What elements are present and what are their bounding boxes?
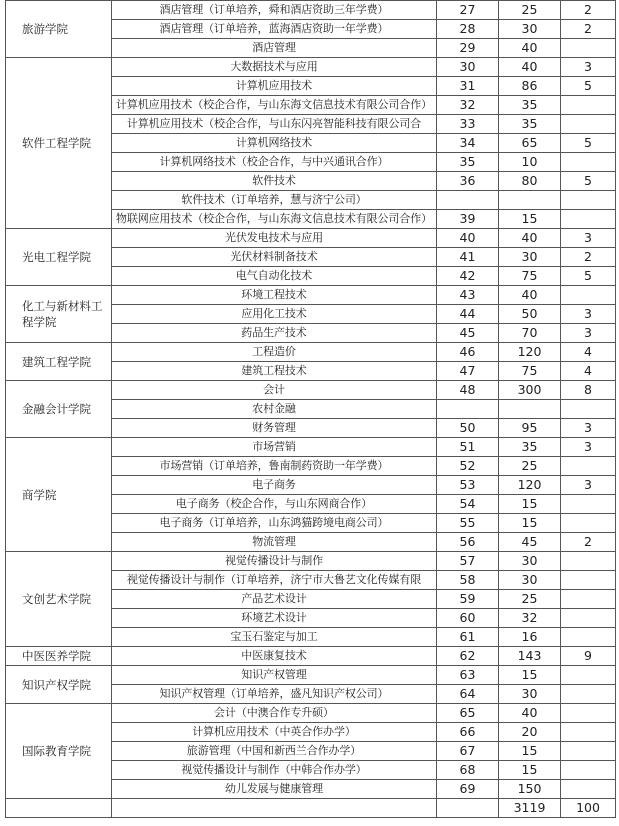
major-name: 酒店管理（订单培养，蓝海酒店资助一年学费）: [112, 20, 437, 39]
table-row: [6, 343, 616, 362]
extra-count: [561, 210, 616, 229]
major-name: 物流管理: [112, 533, 437, 552]
major-code: 65: [437, 704, 499, 723]
plan-count: 40: [499, 229, 561, 248]
plan-count: 143: [499, 647, 561, 666]
major-code: 51: [437, 438, 499, 457]
extra-count: 2: [561, 1, 616, 20]
college-name: 建筑工程学院: [6, 343, 112, 381]
extra-count: 5: [561, 172, 616, 191]
plan-count: 15: [499, 210, 561, 229]
major-name: 会计: [112, 381, 437, 400]
major-name: 电子商务（订单培养，山东鸿猫跨境电商公司）: [112, 514, 437, 533]
plan-count: 95: [499, 419, 561, 438]
major-code: 58: [437, 571, 499, 590]
plan-count: 40: [499, 58, 561, 77]
major-code: 55: [437, 514, 499, 533]
extra-count: [561, 457, 616, 476]
extra-count: 8: [561, 381, 616, 400]
major-code: 68: [437, 761, 499, 780]
college-name: 光电工程学院: [6, 229, 112, 286]
plan-count: [499, 400, 561, 419]
extra-count: 2: [561, 533, 616, 552]
major-name: 应用化工技术: [112, 305, 437, 324]
extra-count: 5: [561, 267, 616, 286]
major-name: 财务管理: [112, 419, 437, 438]
major-code: 67: [437, 742, 499, 761]
major-code: 36: [437, 172, 499, 191]
plan-count: 300: [499, 381, 561, 400]
major-code: 41: [437, 248, 499, 267]
plan-count: 25: [499, 590, 561, 609]
extra-count: 2: [561, 248, 616, 267]
plan-count: 20: [499, 723, 561, 742]
major-name: 市场营销（订单培养，鲁南制药资助一年学费）: [112, 457, 437, 476]
major-name: 软件技术（订单培养，慧与济宁公司）: [112, 191, 437, 210]
table-body: [6, 1, 616, 818]
major-code: 59: [437, 590, 499, 609]
major-name: 计算机网络技术: [112, 134, 437, 153]
major-name: 物联网应用技术（校企合作，与山东海文信息技术有限公司合作）: [112, 210, 437, 229]
table-row: [6, 1, 616, 20]
plan-count: 86: [499, 77, 561, 96]
total-plan: 3119: [499, 799, 561, 818]
extra-count: [561, 761, 616, 780]
major-code: 62: [437, 647, 499, 666]
extra-count: [561, 39, 616, 58]
plan-count: 32: [499, 609, 561, 628]
major-code: 56: [437, 533, 499, 552]
major-code: 47: [437, 362, 499, 381]
major-code: 40: [437, 229, 499, 248]
extra-count: 4: [561, 362, 616, 381]
major-code: [437, 400, 499, 419]
plan-count: 15: [499, 742, 561, 761]
major-name: 光伏发电技术与应用: [112, 229, 437, 248]
major-name: 光伏材料制备技术: [112, 248, 437, 267]
major-code: 35: [437, 153, 499, 172]
major-name: 建筑工程技术: [112, 362, 437, 381]
plan-count: 35: [499, 96, 561, 115]
plan-count: 150: [499, 780, 561, 799]
major-code: 42: [437, 267, 499, 286]
extra-count: [561, 723, 616, 742]
plan-count: 30: [499, 248, 561, 267]
major-name: 软件技术: [112, 172, 437, 191]
extra-count: [561, 514, 616, 533]
major-code: 44: [437, 305, 499, 324]
total-code: [437, 799, 499, 818]
college-name: 国际教育学院: [6, 704, 112, 799]
extra-count: [561, 780, 616, 799]
major-name: 幼儿发展与健康管理: [112, 780, 437, 799]
plan-count: 25: [499, 457, 561, 476]
total-label: [6, 799, 112, 818]
plan-count: 15: [499, 495, 561, 514]
major-name: 宝玉石鉴定与加工: [112, 628, 437, 647]
table-row: [6, 647, 616, 666]
major-code: 34: [437, 134, 499, 153]
extra-count: 4: [561, 343, 616, 362]
plan-count: 15: [499, 666, 561, 685]
major-code: 66: [437, 723, 499, 742]
extra-count: [561, 685, 616, 704]
major-code: 32: [437, 96, 499, 115]
major-code: 64: [437, 685, 499, 704]
table-row: [6, 58, 616, 77]
plan-count: 75: [499, 362, 561, 381]
extra-count: [561, 609, 616, 628]
plan-count: 30: [499, 571, 561, 590]
college-name: 旅游学院: [6, 1, 112, 58]
major-code: 52: [437, 457, 499, 476]
major-name: 视觉传播设计与制作（中韩合作办学）: [112, 761, 437, 780]
total-extra: 100: [561, 799, 616, 818]
college-name: 中医医养学院: [6, 647, 112, 666]
table-row: [6, 552, 616, 571]
major-code: 31: [437, 77, 499, 96]
major-name: 市场营销: [112, 438, 437, 457]
major-code: 45: [437, 324, 499, 343]
major-name: 产品艺术设计: [112, 590, 437, 609]
major-code: 39: [437, 210, 499, 229]
extra-count: [561, 96, 616, 115]
table-row: [6, 286, 616, 305]
plan-count: 75: [499, 267, 561, 286]
college-name: 化工与新材料工程学院: [6, 286, 112, 343]
plan-count: 40: [499, 39, 561, 58]
plan-count: 15: [499, 514, 561, 533]
major-name: 工程造价: [112, 343, 437, 362]
plan-count: 45: [499, 533, 561, 552]
plan-count: [499, 191, 561, 210]
major-name: 知识产权管理（订单培养，盛凡知识产权公司）: [112, 685, 437, 704]
major-name: 计算机应用技术: [112, 77, 437, 96]
major-name: 大数据技术与应用: [112, 58, 437, 77]
college-name: 金融会计学院: [6, 381, 112, 438]
extra-count: [561, 628, 616, 647]
extra-count: 2: [561, 20, 616, 39]
plan-count: 30: [499, 20, 561, 39]
plan-count: 70: [499, 324, 561, 343]
major-code: [437, 191, 499, 210]
table-row: [6, 381, 616, 400]
plan-count: 25: [499, 1, 561, 20]
major-code: 53: [437, 476, 499, 495]
plan-count: 50: [499, 305, 561, 324]
table-row: [6, 438, 616, 457]
college-name: 商学院: [6, 438, 112, 552]
major-code: 28: [437, 20, 499, 39]
major-code: 30: [437, 58, 499, 77]
extra-count: 3: [561, 229, 616, 248]
major-name: 环境工程技术: [112, 286, 437, 305]
plan-count: 16: [499, 628, 561, 647]
table-row: [6, 704, 616, 723]
major-name: 旅游管理（中国和新西兰合作办学）: [112, 742, 437, 761]
extra-count: 5: [561, 77, 616, 96]
major-name: 知识产权管理: [112, 666, 437, 685]
major-name: 酒店管理（订单培养，舜和酒店资助三年学费）: [112, 1, 437, 20]
plan-count: 120: [499, 476, 561, 495]
extra-count: 3: [561, 58, 616, 77]
major-name: 环境艺术设计: [112, 609, 437, 628]
major-name: 计算机应用技术（中英合作办学）: [112, 723, 437, 742]
extra-count: 3: [561, 438, 616, 457]
plan-count: 65: [499, 134, 561, 153]
major-code: 33: [437, 115, 499, 134]
enrollment-plan-table: [5, 0, 616, 818]
major-name: 电气自动化技术: [112, 267, 437, 286]
extra-count: [561, 704, 616, 723]
plan-count: 10: [499, 153, 561, 172]
major-code: 46: [437, 343, 499, 362]
major-code: 50: [437, 419, 499, 438]
plan-count: 15: [499, 761, 561, 780]
college-name: 知识产权学院: [6, 666, 112, 704]
major-code: 63: [437, 666, 499, 685]
major-code: 29: [437, 39, 499, 58]
extra-count: [561, 552, 616, 571]
plan-count: 120: [499, 343, 561, 362]
major-code: 69: [437, 780, 499, 799]
major-code: 60: [437, 609, 499, 628]
extra-count: [561, 153, 616, 172]
major-name: 会计（中澳合作专升硕）: [112, 704, 437, 723]
table-row: [6, 666, 616, 685]
extra-count: 3: [561, 419, 616, 438]
major-name: 酒店管理: [112, 39, 437, 58]
extra-count: 9: [561, 647, 616, 666]
major-name: 农村金融: [112, 400, 437, 419]
plan-count: 30: [499, 685, 561, 704]
extra-count: 3: [561, 305, 616, 324]
plan-count: 40: [499, 704, 561, 723]
extra-count: [561, 571, 616, 590]
major-name: 计算机应用技术（校企合作，与山东海文信息技术有限公司合作）: [112, 96, 437, 115]
extra-count: [561, 742, 616, 761]
extra-count: [561, 495, 616, 514]
major-name: 计算机网络技术（校企合作，与中兴通讯合作）: [112, 153, 437, 172]
plan-count: 40: [499, 286, 561, 305]
major-code: 54: [437, 495, 499, 514]
extra-count: 3: [561, 324, 616, 343]
plan-count: 35: [499, 115, 561, 134]
extra-count: [561, 286, 616, 305]
plan-count: 35: [499, 438, 561, 457]
major-code: 61: [437, 628, 499, 647]
college-name: 文创艺术学院: [6, 552, 112, 647]
extra-count: 3: [561, 476, 616, 495]
college-name: 软件工程学院: [6, 58, 112, 229]
major-name: 电子商务（校企合作，与山东网商合作）: [112, 495, 437, 514]
extra-count: 5: [561, 134, 616, 153]
total-row: [6, 799, 616, 818]
extra-count: [561, 666, 616, 685]
major-code: 57: [437, 552, 499, 571]
table-row: [6, 229, 616, 248]
plan-count: 80: [499, 172, 561, 191]
major-name: 电子商务: [112, 476, 437, 495]
major-name: 视觉传播设计与制作: [112, 552, 437, 571]
major-name: 中医康复技术: [112, 647, 437, 666]
major-code: 27: [437, 1, 499, 20]
extra-count: [561, 115, 616, 134]
major-code: 48: [437, 381, 499, 400]
extra-count: [561, 400, 616, 419]
plan-count: 30: [499, 552, 561, 571]
extra-count: [561, 590, 616, 609]
extra-count: [561, 191, 616, 210]
total-major: [112, 799, 437, 818]
major-name: 视觉传播设计与制作（订单培养，济宁市大鲁艺文化传媒有限: [112, 571, 437, 590]
major-name: 计算机应用技术（校企合作，与山东闪亮智能科技有限公司合: [112, 115, 437, 134]
major-code: 43: [437, 286, 499, 305]
major-name: 药品生产技术: [112, 324, 437, 343]
